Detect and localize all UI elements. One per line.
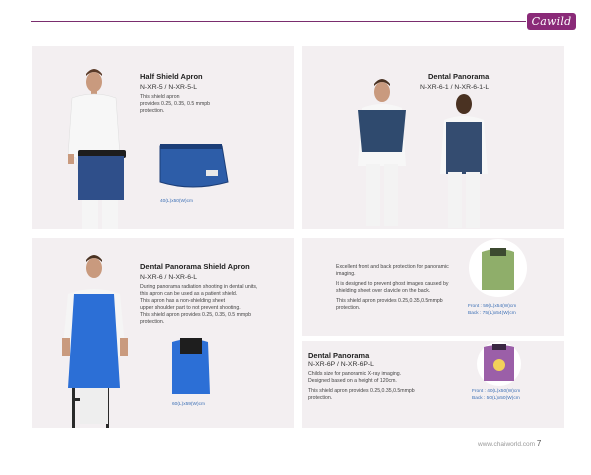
description-line: protection. xyxy=(140,319,165,325)
product-code: N-XR-6-1 / N-XR-6-1-L xyxy=(420,84,490,91)
product-description xyxy=(336,264,449,312)
description-line: protection. xyxy=(308,395,333,401)
description-line: protection. xyxy=(336,305,361,311)
product-dimension: 40(L)x50(W)cm xyxy=(160,199,194,204)
description-line: provides 0.25, 0.35, 0.5 mmpb xyxy=(140,101,211,107)
product-panel-dental-panorama xyxy=(302,46,564,229)
product-title: Dental Panorama xyxy=(428,72,490,81)
description-line: Designed based on a height of 120cm. xyxy=(308,378,397,384)
product-title: Half Shield Apron xyxy=(140,72,203,81)
product-title: Dental Panorama xyxy=(308,351,370,360)
product-panel-panorama-details xyxy=(302,238,564,336)
description-line: shielding sheet over clavicle on the back. xyxy=(336,288,431,294)
product-panel-panorama-child xyxy=(302,341,564,428)
description-line: Childs size for panoramic X-ray imaging. xyxy=(308,371,402,377)
product-code: N-XR-6 / N-XR-6-L xyxy=(140,274,198,281)
header-rule xyxy=(31,21,526,22)
purple-apron-photo xyxy=(470,341,528,387)
product-description xyxy=(140,94,210,115)
brand-logo: Cawild xyxy=(527,13,576,30)
dimension-back: Back : 75(L)x54(W)cm xyxy=(468,311,516,316)
product-code: N-XR-5 / N-XR-5-L xyxy=(140,84,198,91)
product-description xyxy=(308,371,415,402)
product-panel-half-shield xyxy=(32,46,294,229)
description-line: During panorama radiation shooting in dental units, xyxy=(140,284,258,290)
product-title: Dental Panorama Shield Apron xyxy=(140,262,250,271)
description-line: This shield apron provides 0.25,0.35,0.5mmpb xyxy=(336,298,443,304)
dimension-front: Front : 59(L)x54(W)cm xyxy=(468,304,517,309)
page-footer xyxy=(478,439,541,448)
product-code: N-XR-6P / N-XR-6P-L xyxy=(308,361,374,368)
description-line: It is designed to prevent ghost images caused by xyxy=(336,281,449,287)
description-line: Excellent front and back protection for panoramic xyxy=(336,264,449,270)
footer-url: www.chaiworld.com xyxy=(478,441,536,448)
description-line: This apron has a non-shielding sheet xyxy=(140,298,226,304)
product-panel-panorama-shield-apron xyxy=(32,238,294,428)
description-line: protection. xyxy=(140,108,165,114)
description-line: This shield apron xyxy=(140,94,180,100)
description-line: This shield apron provides 0.25, 0.35, 0.5 mmpb xyxy=(140,312,252,318)
description-line: upper shoulder part to not prevent shooting. xyxy=(140,305,241,311)
product-dimension: 60(L)x59(W)cm xyxy=(172,402,206,407)
dimension-back: Back : 50(L)x50(W)cm xyxy=(472,396,520,401)
dimension-front: Front : 40(L)x50(W)cm xyxy=(472,389,521,394)
green-apron-photo xyxy=(468,238,528,298)
description-line: this apron can be used as a patient shield. xyxy=(140,291,238,297)
description-line: imaging. xyxy=(336,271,356,277)
product-description xyxy=(140,284,257,326)
description-line: This shield apron provides 0.25,0.35,0.5mmpb xyxy=(308,388,415,394)
page-number: 7 xyxy=(536,439,542,448)
